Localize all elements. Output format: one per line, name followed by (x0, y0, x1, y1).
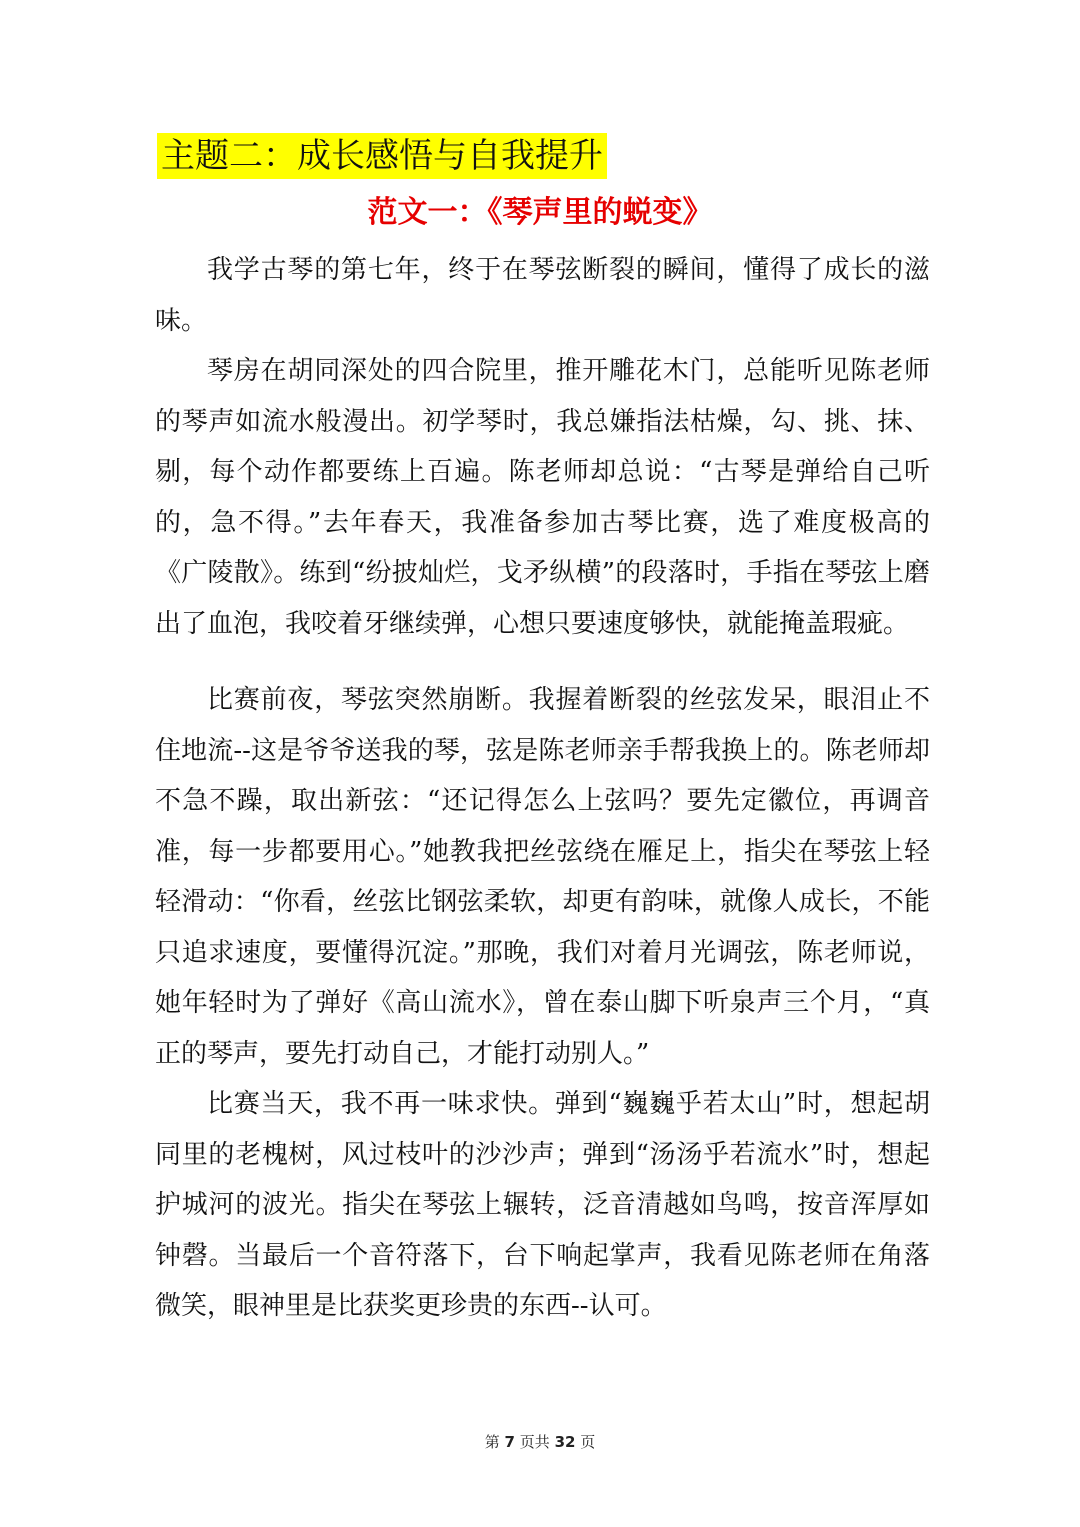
footer-suffix: 页 (580, 1433, 596, 1451)
paragraph-3: 比赛前夜，琴弦突然崩断。我握着断裂的丝弦发呆，眼泪止不住地流--这是爷爷送我的琴，弦是陈老师亲手帮我换上的。陈老师却不急不躁，取出新弦：“还记得怎么上弦吗？要先定徽位，再调音准，每一步都要用心。”她教我把丝弦绕在雁足上，指尖在琴弦上轻轻滑动：“你看，丝弦比钢弦柔软，却更有韵味，就像人成长，不能只追求速度，要懂得沉淀。”那晚，我们对着月光调弦，陈老师说，她年轻时为了弹好《高山流水》，曾在泰山脚下听泉声三个月，“真正的琴声，要先打动自己，才能打动别人。” (155, 685, 930, 1069)
essay-body (155, 245, 930, 1332)
footer-prefix: 第 (484, 1433, 500, 1451)
paragraph-4: 比赛当天，我不再一味求快。弹到“巍巍乎若太山”时，想起胡同里的老槐树，风过枝叶的沙沙声；弹到“汤汤乎若流水”时，想起护城河的波光。指尖在琴弦上辗转，泛音清越如鸟鸣，按音浑厚如钟磬。当最后一个音符落下，台下响起掌声，我看见陈老师在角落微笑，眼神里是比获奖更珍贵的东西--认可。 (155, 1089, 930, 1321)
essay-title: 范文一：《琴声里的蜕变》 (367, 195, 713, 230)
section-title: 主题二：成长感悟与自我提升 (157, 133, 607, 179)
page-footer (0, 1432, 1080, 1452)
paragraph-1: 我学古琴的第七年，终于在琴弦断裂的瞬间，懂得了成长的滋味。 (155, 255, 930, 336)
footer-middle: 页共 (519, 1433, 550, 1451)
footer-page-number: 7 (504, 1433, 515, 1451)
paragraph-2: 琴房在胡同深处的四合院里，推开雕花木门，总能听见陈老师的琴声如流水般漫出。初学琴时，我总嫌指法枯燥，勾、挑、抹、剔，每个动作都要练上百遍。陈老师却总说：“古琴是弹给自己听的，急不得。”去年春天，我准备参加古琴比赛，选了难度极高的《广陵散》。练到“纷披灿烂，戈矛纵横”的段落时，手指在琴弦上磨出了血泡，我咬着牙继续弹，心想只要速度够快，就能掩盖瑕疵。 (155, 356, 930, 639)
footer-total-pages: 32 (554, 1433, 576, 1451)
